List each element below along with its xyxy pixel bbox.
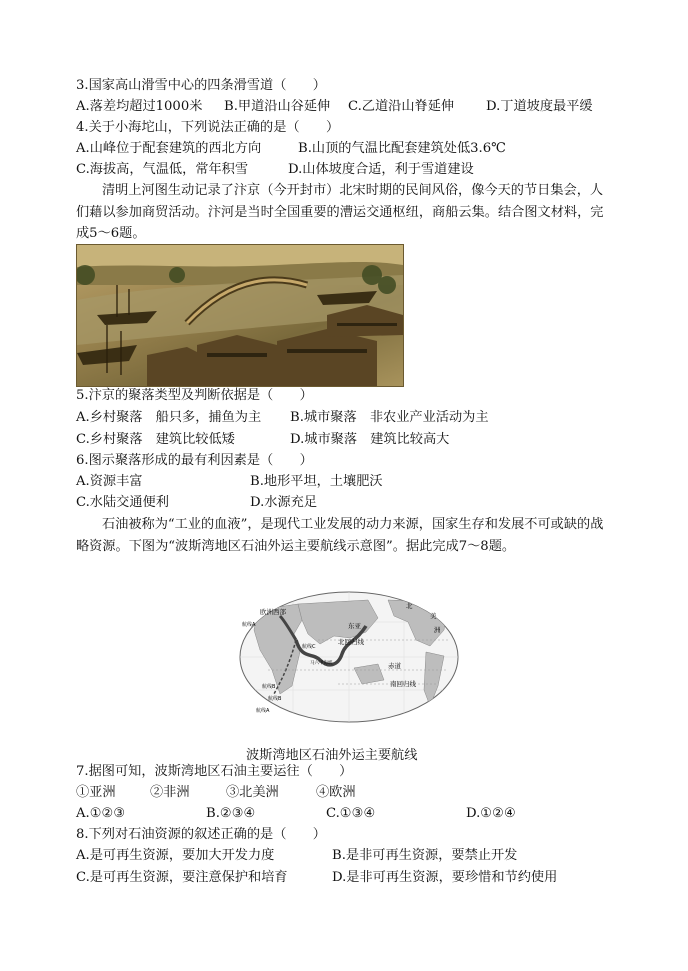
q6-stem: 6.图示聚落形成的最有利因素是（ ） bbox=[76, 453, 313, 468]
map-label-north-america-3: 洲 bbox=[434, 626, 441, 634]
map-label-north-america-2: 美 bbox=[430, 612, 437, 620]
map-label-south-tropic: 南回归线 bbox=[390, 680, 416, 688]
q7-option-d: D.①②④ bbox=[466, 806, 516, 821]
oil-route-map bbox=[238, 590, 460, 724]
q7-choice-4: ④欧洲 bbox=[316, 785, 356, 800]
map-label-strait: 马六甲海峡 bbox=[310, 661, 333, 666]
q4-stem: 4.关于小海坨山，下列说法正确的是（ ） bbox=[76, 120, 340, 135]
q7-stem: 7.据图可知，波斯湾地区石油主要运往（ ） bbox=[76, 764, 353, 779]
map-label-europe-west: 欧洲西部 bbox=[260, 608, 286, 616]
map-label-route-a: 航线A bbox=[256, 708, 270, 714]
map-label-route-b-left: 航线B bbox=[262, 684, 276, 690]
map-label-north-tropic: 北回归线 bbox=[338, 638, 364, 646]
q7-option-a: A.①②③ bbox=[76, 806, 126, 821]
q7-choice-1: ①亚洲 bbox=[76, 785, 116, 800]
q5-option-a: A.乡村聚落 船只多，捕鱼为主 bbox=[76, 410, 262, 425]
passage-petroleum: 石油被称为“工业的血液”，是现代工业发展的动力来源，国家生存和发展不可或缺的战略资源。下图为“波斯湾地区石油外运主要航线示意图”。据此完成7～8题。 bbox=[76, 517, 604, 554]
world-map-illustration bbox=[238, 590, 460, 724]
q6-option-d: D.水源充足 bbox=[250, 495, 318, 510]
q8-option-a: A.是可再生资源，要加大开发力度 bbox=[76, 848, 275, 863]
q5-option-c: C.乡村聚落 建筑比较低矮 bbox=[76, 432, 235, 447]
painting-illustration bbox=[77, 245, 403, 386]
map-label-route-a-left: 航线A bbox=[242, 622, 256, 628]
q7-choice-3: ③北美洲 bbox=[226, 785, 279, 800]
q4-option-b: B.山顶的气温比配套建筑处低3.6℃ bbox=[298, 141, 506, 156]
map-label-equator: 赤道 bbox=[388, 662, 401, 670]
q7-choice-2: ②非洲 bbox=[150, 785, 190, 800]
q8-option-b: B.是非可再生资源，要禁止开发 bbox=[332, 848, 518, 863]
q4-option-a: A.山峰位于配套建筑的西北方向 bbox=[76, 141, 262, 156]
q3-option-a: A.落差均超过1000米 bbox=[76, 99, 203, 114]
qingming-painting-image bbox=[76, 244, 404, 387]
map-label-north-america-1: 北 bbox=[406, 602, 413, 610]
q4-option-d: D.山体坡度合适，利于雪道建设 bbox=[288, 162, 474, 177]
q5-stem: 5.汴京的聚落类型及判断依据是（ ） bbox=[76, 388, 313, 403]
q6-option-c: C.水陆交通便利 bbox=[76, 495, 169, 510]
map-caption: 波斯湾地区石油外运主要航线 bbox=[246, 748, 418, 763]
map-label-route-b: 航线B bbox=[268, 696, 282, 702]
q3-option-d: D.丁道坡度最平缓 bbox=[486, 99, 593, 114]
q8-option-d: D.是非可再生资源，要珍惜和节约使用 bbox=[332, 870, 558, 885]
q8-stem: 8.下列对石油资源的叙述正确的是（ ） bbox=[76, 827, 326, 842]
q3-option-b: B.甲道沿山谷延伸 bbox=[224, 99, 331, 114]
q7-option-c: C.①③④ bbox=[326, 806, 376, 821]
q6-option-a: A.资源丰富 bbox=[76, 474, 143, 489]
q8-option-c: C.是可再生资源，要注意保护和培育 bbox=[76, 870, 288, 885]
map-label-route-c: 航线C bbox=[302, 644, 316, 650]
q5-option-d: D.城市聚落 建筑比较高大 bbox=[290, 432, 450, 447]
q5-option-b: B.城市聚落 非农业产业活动为主 bbox=[290, 410, 489, 425]
q7-option-b: B.②③④ bbox=[206, 806, 256, 821]
passage-qingming: 清明上河图生动记录了汴京（今开封市）北宋时期的民间风俗，像今天的节日集会，人们藉以参加商贸活动。汴河是当时全国重要的漕运交通枢纽，商船云集。结合图文材料，完成5～6题。 bbox=[76, 183, 604, 241]
map-label-east-asia: 东亚 bbox=[348, 622, 361, 630]
q4-option-c: C.海拔高，气温低，常年积雪 bbox=[76, 162, 249, 177]
q3-stem: 3.国家高山滑雪中心的四条滑雪道（ ） bbox=[76, 78, 326, 93]
q3-option-c: C.乙道沿山脊延伸 bbox=[348, 99, 455, 114]
q6-option-b: B.地形平坦，土壤肥沃 bbox=[250, 474, 383, 489]
